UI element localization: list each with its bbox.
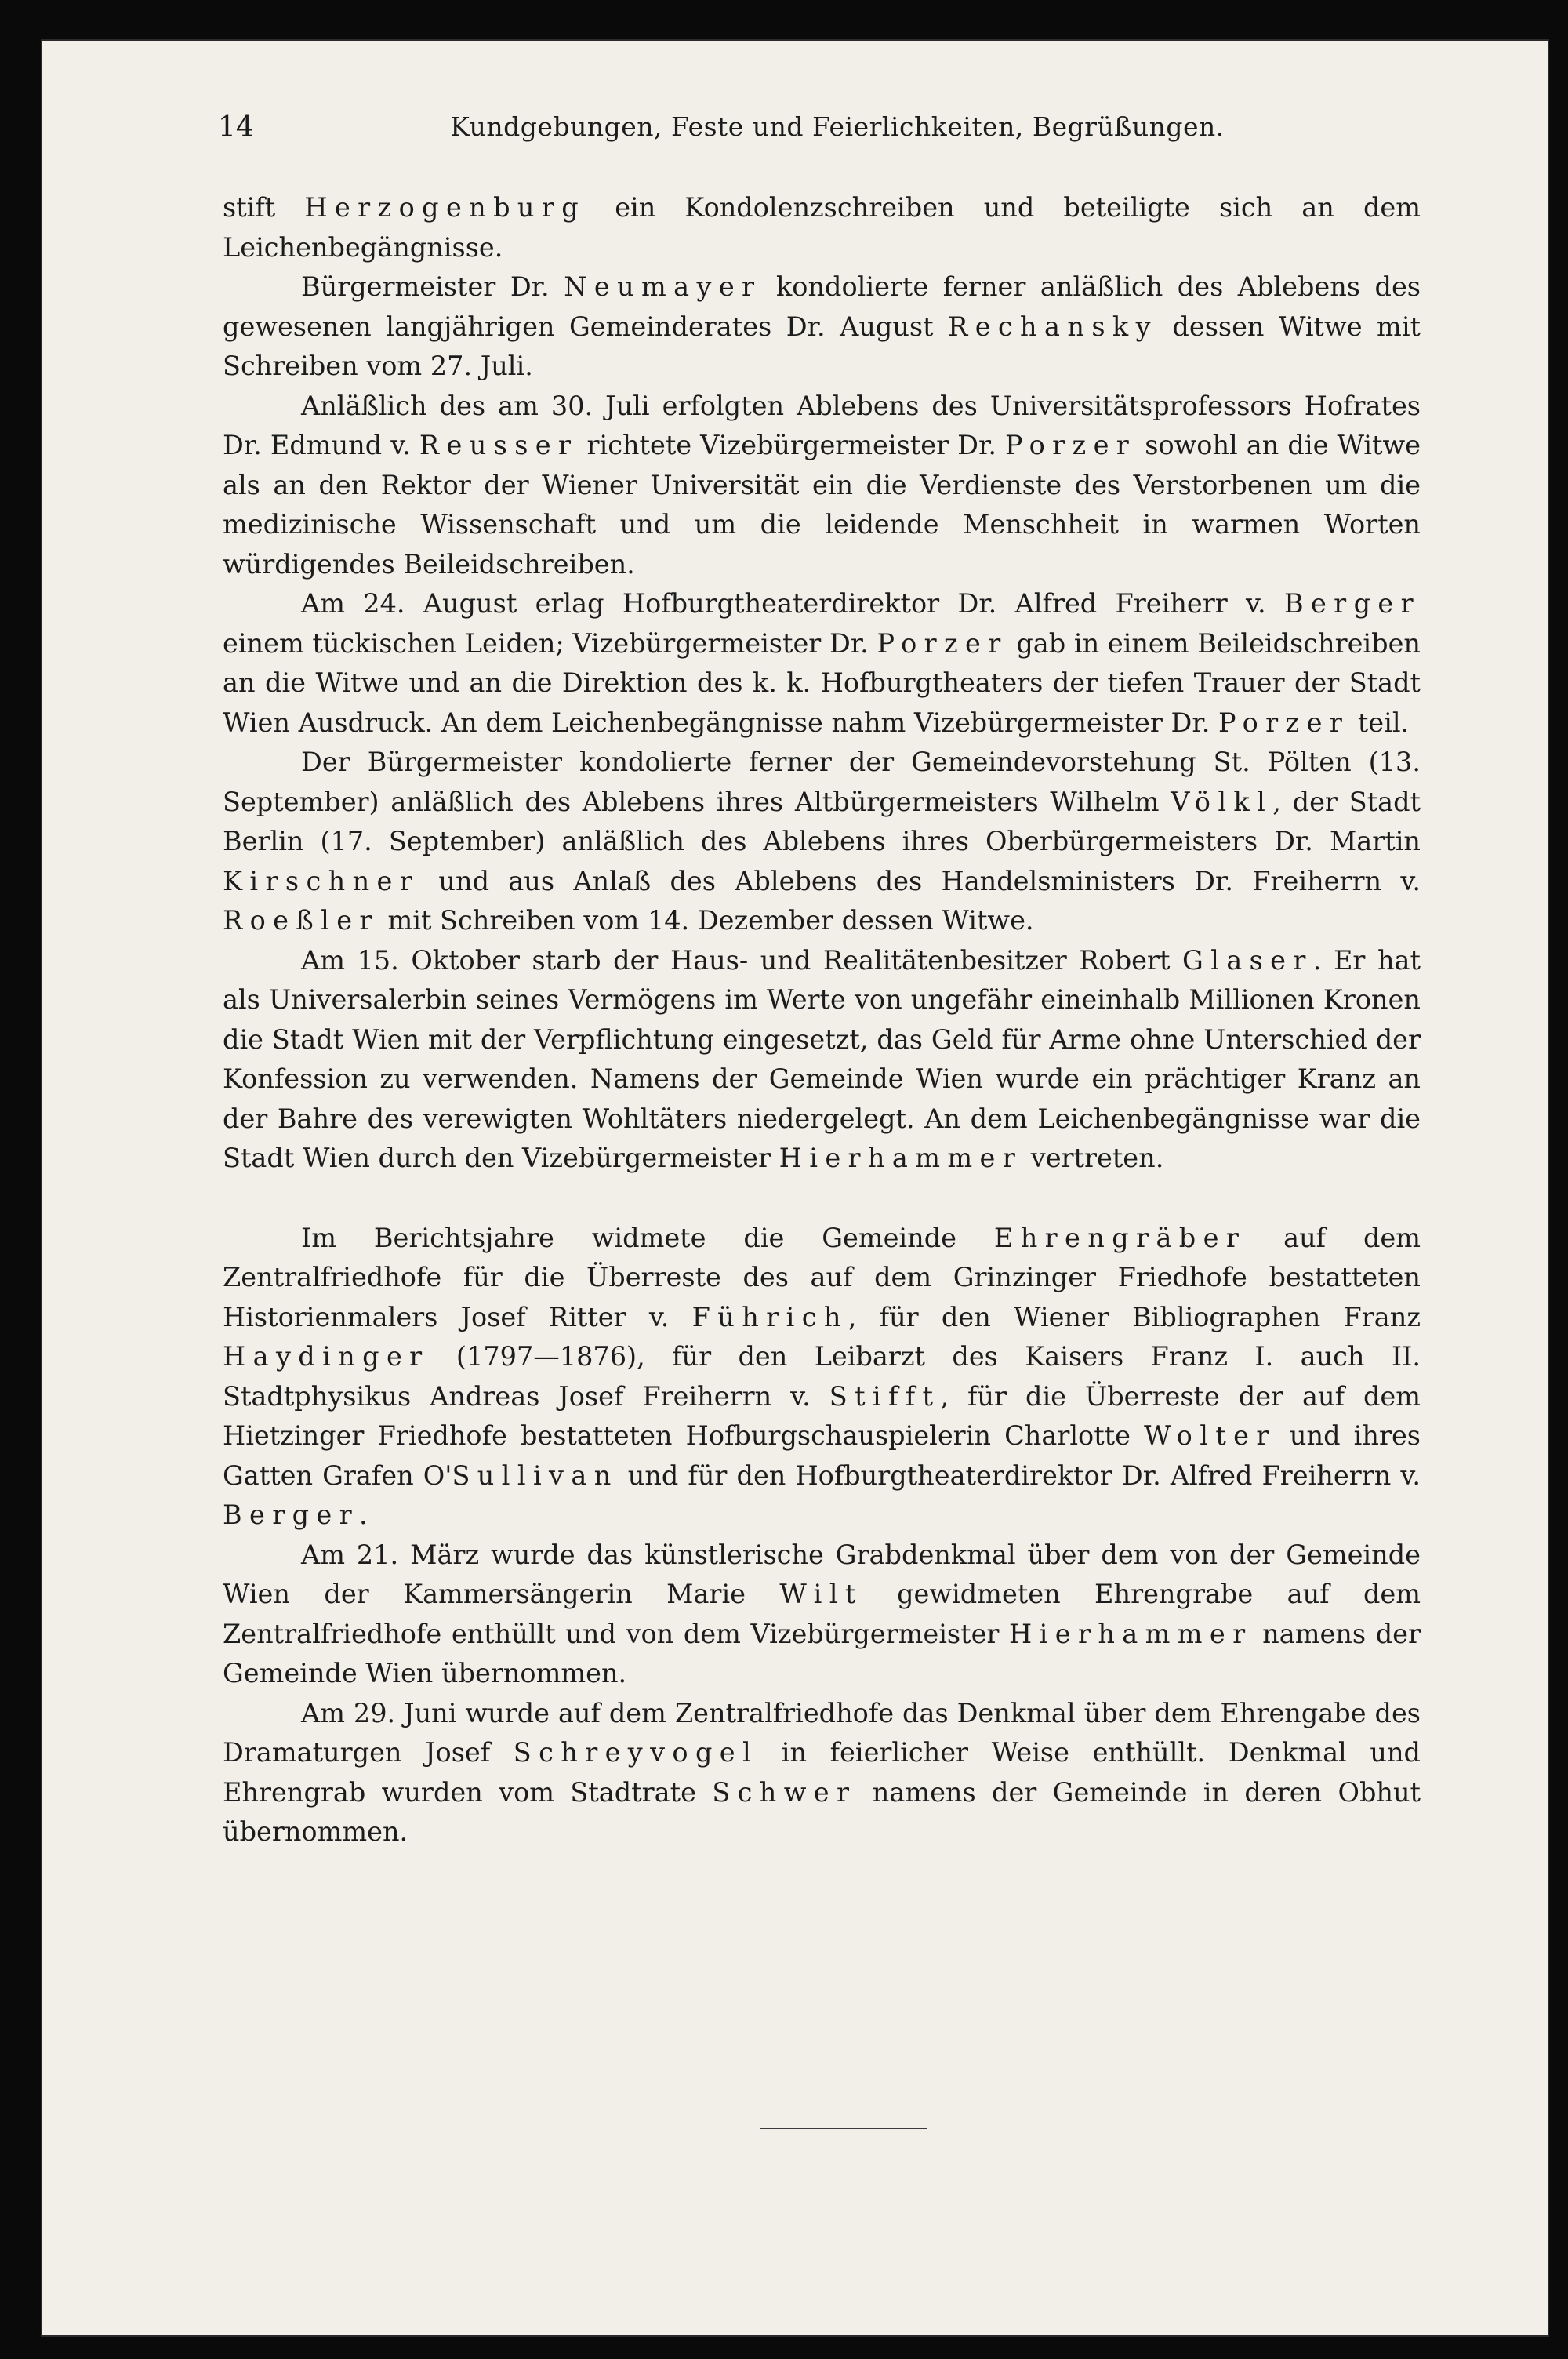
spaced-name: Sullivan xyxy=(452,1459,619,1491)
paragraph xyxy=(223,1219,1421,1536)
text-run: gab in einem Beileidschreiben an die Witwe und an die Direktion des k. k. Hofburgtheaters der tiefen Trauer der Stadt Wien Ausdruck. An dem Leichenbegängnisse nahm Vizebürgermeister Dr. xyxy=(223,627,1421,738)
text-run: stift xyxy=(223,192,305,223)
text-run: teil. xyxy=(1349,707,1410,738)
text-run: gewidmeten Ehrengrabe auf dem Zentralfriedhofe enthüllt und von dem Vizebürgermeister xyxy=(223,1579,1421,1649)
text-run: mit Schreiben vom 14. Dezember dessen Witwe. xyxy=(379,905,1034,936)
text-run: Im Berichtsjahre widmete die Gemeinde xyxy=(301,1222,994,1253)
text-run: . Er hat als Universalerbin seines Vermögens im Werte von ungefähr eineinhalb Millionen Kronen die Stadt Wien mit der Verpflichtung eingesetzt, das Geld für Arme ohne Unterschied der Konfession zu verwenden. Namens der Gemeinde Wien wurde ein prächtiger Kranz an der Bahre des verewigten Wohltäters niedergelegt. An dem Leichenbegängnisse war die Stadt Wien durch den Vizebürgermeister xyxy=(223,944,1421,1173)
text-run: richtete Vizebürgermeister Dr. xyxy=(578,430,1006,460)
body-text xyxy=(223,188,1421,1852)
spaced-name: Völkl xyxy=(1171,786,1273,817)
spaced-name: Berger xyxy=(1283,588,1421,619)
page-header xyxy=(218,111,1425,151)
end-rule xyxy=(760,2128,927,2129)
text-run: in feierlicher Weise enthüllt. Denkmal und Ehrengrab wurden vom Stadtrate xyxy=(223,1737,1421,1808)
text-run: Anläßlich des am 30. Juli erfolgten Ablebens des Universitätsprofessors Hofrates Dr. Edmund v. xyxy=(223,390,1421,460)
paragraph xyxy=(223,1694,1421,1852)
text-run: und aus Anlaß des Ablebens des Handelsministers Dr. Freiherrn v. xyxy=(419,865,1421,896)
text-run: namens der Gemeinde in deren Obhut übernommen. xyxy=(223,1776,1421,1847)
spaced-name: Ehrengräber xyxy=(993,1222,1247,1253)
spaced-name: Hierhammer xyxy=(1009,1618,1253,1649)
spaced-name: Hierhammer xyxy=(779,1143,1023,1173)
spaced-name: Haydinger xyxy=(223,1341,430,1372)
spaced-name: Stifft xyxy=(829,1380,941,1412)
text-run: , für die Überreste der auf dem Hietzinger Friedhofe bestatteten Hofburgschauspielerin Charlotte xyxy=(223,1380,1421,1451)
spaced-name: Schwer xyxy=(712,1776,857,1808)
text-run: und für den Hofburgtheaterdirektor Dr. Alfred Freiherrn v. xyxy=(618,1459,1421,1491)
text-run: (1797—1876), für den Leibarzt des Kaisers Franz I. auch II. Stadtphysikus Andreas Josef Freiherrn v. xyxy=(223,1341,1421,1412)
text-run: Der Bürgermeister kondolierte ferner der Gemeindevorstehung St. Pölten (13. September) anläßlich des Ablebens ihres Altbürgermeisters Wilhelm xyxy=(223,747,1421,817)
section-gap xyxy=(223,1179,1421,1219)
spaced-name: Wolter xyxy=(1144,1420,1276,1451)
spaced-name: Porzer xyxy=(1218,707,1350,738)
text-run: Am 15. Oktober starb der Haus- und Realitätenbesitzer Robert xyxy=(301,944,1183,976)
paragraph xyxy=(223,1536,1421,1694)
paragraph xyxy=(223,584,1421,743)
text-run: . xyxy=(359,1499,368,1530)
spaced-name: Berger xyxy=(223,1499,360,1530)
paragraph xyxy=(223,267,1421,387)
text-run: , der Stadt Berlin (17. September) anläßlich des Ablebens ihres Oberbürgermeisters Dr. Martin xyxy=(223,786,1421,856)
paragraph xyxy=(223,387,1421,585)
spaced-name: Reusser xyxy=(419,430,579,460)
spaced-name: Rechansky xyxy=(948,311,1158,342)
text-run: einem tückischen Leiden; Vizebürgermeister Dr. xyxy=(223,627,877,659)
spaced-name: Roeßler xyxy=(223,905,379,936)
text-run: , für den Wiener Bibliographen Franz xyxy=(848,1301,1421,1332)
text-run: Am 29. Juni wurde auf dem Zentralfriedhofe das Denkmal über dem Ehrengabe des Dramaturgen Josef xyxy=(223,1697,1421,1768)
running-title: Kundgebungen, Feste und Feierlichkeiten, Begrüßungen. xyxy=(450,111,1225,142)
spaced-name: Führich xyxy=(691,1301,848,1332)
text-run: und ihres Gatten Grafen O' xyxy=(223,1420,1421,1491)
text-run: sowohl an die Witwe als an den Rektor der Wiener Universität ein die Verdienste des Verstorbenen um die medizinische Wissenschaft und um die leidende Menschheit in warmen Worten würdigendes Beileidschreiben. xyxy=(223,430,1421,580)
text-run: ein Kondolenzschreiben und beteiligte sich an dem Leichenbegängnisse. xyxy=(223,192,1421,263)
text-run: kondolierte ferner anläßlich des Ablebens des gewesenen langjährigen Gemeinderates Dr. August xyxy=(223,271,1421,342)
spaced-name: Wilt xyxy=(779,1579,863,1609)
spaced-name: Kirschner xyxy=(223,865,420,896)
text-run: dessen Witwe mit Schreiben vom 27. Juli. xyxy=(223,311,1421,381)
spaced-name: Schreyvogel xyxy=(513,1737,759,1768)
page-number: 14 xyxy=(218,111,254,144)
text-run: vertreten. xyxy=(1022,1143,1164,1173)
text-run: Am 21. März wurde das künstlerische Grabdenkmal über dem von der Gemeinde Wien der Kammersängerin Marie xyxy=(223,1539,1421,1609)
spaced-name: Porzer xyxy=(1005,430,1137,460)
paragraph xyxy=(223,941,1421,1179)
text-run: namens der Gemeinde Wien übernommen. xyxy=(223,1618,1421,1688)
paragraph xyxy=(223,743,1421,941)
spaced-name: Neumayer xyxy=(564,271,762,302)
text-run: auf dem Zentralfriedhofe für die Überreste des auf dem Grinzinger Friedhofe bestatteten Historienmalers Josef Ritter v. xyxy=(223,1222,1421,1332)
spaced-name: Herzogenburg xyxy=(304,192,586,223)
text-run: Am 24. August erlag Hofburgtheaterdirektor Dr. Alfred Freiherr v. xyxy=(301,588,1284,619)
paragraph xyxy=(223,188,1421,267)
spaced-name: Porzer xyxy=(877,627,1008,659)
text-run: Bürgermeister Dr. xyxy=(301,271,564,302)
spaced-name: Glaser xyxy=(1182,944,1313,976)
